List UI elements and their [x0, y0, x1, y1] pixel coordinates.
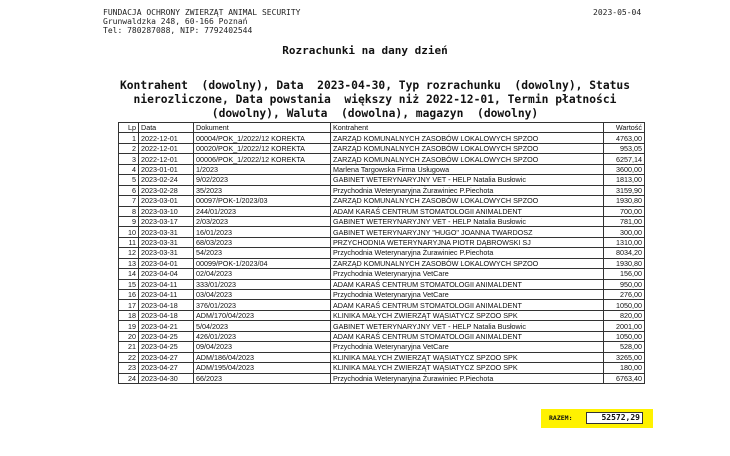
report-filters: Kontrahent (dowolny), Data 2023-04-30, Typ rozrachunku (dowolny), Status nierozliczone, Data powstania większy niż 2022-12-01, Termin płatności (dowolny), Waluta (dowolna), magazyn (dowolny) — [119, 79, 644, 120]
cell-lp: 8 — [119, 206, 139, 216]
cell-date: 2023-04-25 — [139, 331, 194, 341]
column-header-dokument: Dokument — [194, 123, 331, 133]
cell-lp: 3 — [119, 154, 139, 164]
cell-contractor: ADAM KARAŚ CENTRUM STOMATOLOGII ANIMALDENT — [331, 300, 604, 310]
cell-document: 2/03/2023 — [194, 216, 331, 226]
cell-lp: 12 — [119, 248, 139, 258]
cell-contractor: GABINET WETERYNARYJNY VET - HELP Natalia Busłowic — [331, 175, 604, 185]
cell-document: 00097/POK-1/2023/03 — [194, 196, 331, 206]
table-row — [119, 321, 645, 331]
table-row — [119, 373, 645, 383]
cell-contractor: KLINIKA MAŁYCH ZWIERZĄT WĄSIATYCZ SPZOO SPK — [331, 310, 604, 320]
cell-document: 333/01/2023 — [194, 279, 331, 289]
cell-document: 00004/POK_1/2022/12 KOREKTA — [194, 133, 331, 143]
table-row — [119, 331, 645, 341]
cell-contractor: Marlena Targowska Firma Usługowa — [331, 164, 604, 174]
column-header-data: Data — [139, 123, 194, 133]
cell-date: 2023-04-11 — [139, 279, 194, 289]
table-row — [119, 143, 645, 153]
cell-value: 3600,00 — [604, 164, 645, 174]
cell-document: 03/04/2023 — [194, 290, 331, 300]
cell-lp: 22 — [119, 352, 139, 362]
cell-value: 156,00 — [604, 269, 645, 279]
cell-contractor: ZARZĄD KOMUNALNYCH ZASOBÓW LOKALOWYCH SPZOO — [331, 154, 604, 164]
cell-document: ADM/186/04/2023 — [194, 352, 331, 362]
cell-value: 1050,00 — [604, 300, 645, 310]
cell-document: 54/2023 — [194, 248, 331, 258]
cell-contractor: GABINET WETERYNARYJNY "HUGO" JOANNA TWARDOSZ — [331, 227, 604, 237]
table-row — [119, 269, 645, 279]
cell-lp: 13 — [119, 258, 139, 268]
cell-contractor: Przychodnia Weterynaryjna VetCare — [331, 342, 604, 352]
cell-contractor: PRZYCHODNIA WETERYNARYJNA PIOTR DĄBROWSKI SJ — [331, 237, 604, 247]
cell-contractor: Przychodnia Weterynaryjna VetCare — [331, 290, 604, 300]
cell-lp: 10 — [119, 227, 139, 237]
cell-contractor: Przychodnia Weterynaryjna Żurawiniec P.Piechota — [331, 373, 604, 383]
cell-date: 2023-03-10 — [139, 206, 194, 216]
report-title: Rozrachunki na dany dzień — [282, 44, 448, 57]
table-row — [119, 206, 645, 216]
cell-date: 2023-02-24 — [139, 175, 194, 185]
table-row — [119, 133, 645, 143]
cell-date: 2022-12-01 — [139, 143, 194, 153]
cell-lp: 14 — [119, 269, 139, 279]
cell-contractor: GABINET WETERYNARYJNY VET - HELP Natalia Busłowic — [331, 321, 604, 331]
cell-date: 2023-03-31 — [139, 248, 194, 258]
cell-document: 5/04/2023 — [194, 321, 331, 331]
table-row — [119, 175, 645, 185]
cell-lp: 2 — [119, 143, 139, 153]
table-row — [119, 363, 645, 373]
cell-value: 6763,40 — [604, 373, 645, 383]
cell-contractor: ADAM KARAŚ CENTRUM STOMATOLOGII ANIMALDENT — [331, 206, 604, 216]
cell-lp: 6 — [119, 185, 139, 195]
cell-contractor: ZARZĄD KOMUNALNYCH ZASOBÓW LOKALOWYCH SPZOO — [331, 143, 604, 153]
cell-document: 02/04/2023 — [194, 269, 331, 279]
cell-date: 2023-01-01 — [139, 164, 194, 174]
table-row — [119, 279, 645, 289]
settlements-table — [118, 122, 645, 384]
cell-lp: 17 — [119, 300, 139, 310]
cell-document: 9/02/2023 — [194, 175, 331, 185]
cell-value: 4763,00 — [604, 133, 645, 143]
table-row — [119, 237, 645, 247]
table-row — [119, 154, 645, 164]
cell-value: 276,00 — [604, 290, 645, 300]
cell-date: 2023-04-27 — [139, 352, 194, 362]
cell-date: 2023-04-21 — [139, 321, 194, 331]
table-row — [119, 310, 645, 320]
cell-value: 2001,00 — [604, 321, 645, 331]
cell-value: 781,00 — [604, 216, 645, 226]
cell-document: 376/01/2023 — [194, 300, 331, 310]
cell-lp: 9 — [119, 216, 139, 226]
cell-value: 180,00 — [604, 363, 645, 373]
cell-contractor: ZARZĄD KOMUNALNYCH ZASOBÓW LOKALOWYCH SPZOO — [331, 196, 604, 206]
cell-date: 2023-04-25 — [139, 342, 194, 352]
total-value: 52572,29 — [586, 412, 643, 424]
column-header-lp: Lp — [119, 123, 139, 133]
cell-document: 16/01/2023 — [194, 227, 331, 237]
table-row — [119, 258, 645, 268]
table-row — [119, 290, 645, 300]
cell-document: 1/2023 — [194, 164, 331, 174]
cell-lp: 21 — [119, 342, 139, 352]
cell-document: 35/2023 — [194, 185, 331, 195]
cell-date: 2022-12-01 — [139, 133, 194, 143]
total-label: RAZEM: — [549, 414, 573, 422]
table-row — [119, 300, 645, 310]
cell-value: 300,00 — [604, 227, 645, 237]
cell-document: ADM/195/04/2023 — [194, 363, 331, 373]
cell-date: 2022-12-01 — [139, 154, 194, 164]
table-row — [119, 227, 645, 237]
cell-date: 2023-04-04 — [139, 269, 194, 279]
cell-lp: 7 — [119, 196, 139, 206]
cell-contractor: Przychodnia Weterynaryjna VetCare — [331, 269, 604, 279]
cell-date: 2023-04-11 — [139, 290, 194, 300]
cell-value: 528,00 — [604, 342, 645, 352]
cell-lp: 18 — [119, 310, 139, 320]
column-header-wartosc: Wartość — [604, 123, 645, 133]
table-header-row — [119, 123, 645, 133]
cell-value: 3159,90 — [604, 185, 645, 195]
cell-date: 2023-02-28 — [139, 185, 194, 195]
cell-value: 1813,00 — [604, 175, 645, 185]
table-row — [119, 185, 645, 195]
cell-date: 2023-04-30 — [139, 373, 194, 383]
cell-value: 3265,00 — [604, 352, 645, 362]
table-row — [119, 196, 645, 206]
cell-date: 2023-04-18 — [139, 300, 194, 310]
cell-lp: 16 — [119, 290, 139, 300]
cell-value: 8034,20 — [604, 248, 645, 258]
company-contact: Tel: 780287088, NIP: 7792402544 — [103, 26, 253, 35]
cell-contractor: ADAM KARAŚ CENTRUM STOMATOLOGII ANIMALDENT — [331, 331, 604, 341]
cell-document: 426/01/2023 — [194, 331, 331, 341]
cell-date: 2023-04-01 — [139, 258, 194, 268]
cell-document: 244/01/2023 — [194, 206, 331, 216]
cell-value: 1930,80 — [604, 258, 645, 268]
table-row — [119, 342, 645, 352]
cell-date: 2023-03-31 — [139, 227, 194, 237]
column-header-kontrahent: Kontrahent — [331, 123, 604, 133]
cell-document: 00006/POK_1/2022/12 KOREKTA — [194, 154, 331, 164]
cell-lp: 1 — [119, 133, 139, 143]
cell-date: 2023-04-18 — [139, 310, 194, 320]
cell-document: 09/04/2023 — [194, 342, 331, 352]
cell-document: 00099/POK-1/2023/04 — [194, 258, 331, 268]
cell-value: 1930,80 — [604, 196, 645, 206]
table-row — [119, 352, 645, 362]
cell-contractor: GABINET WETERYNARYJNY VET - HELP Natalia Busłowic — [331, 216, 604, 226]
cell-value: 953,05 — [604, 143, 645, 153]
cell-date: 2023-04-27 — [139, 363, 194, 373]
cell-lp: 4 — [119, 164, 139, 174]
cell-document: 66/2023 — [194, 373, 331, 383]
cell-value: 950,00 — [604, 279, 645, 289]
cell-contractor: KLINIKA MAŁYCH ZWIERZĄT WĄSIATYCZ SPZOO SPK — [331, 352, 604, 362]
cell-value: 1310,00 — [604, 237, 645, 247]
cell-lp: 20 — [119, 331, 139, 341]
cell-date: 2023-03-31 — [139, 237, 194, 247]
cell-lp: 11 — [119, 237, 139, 247]
cell-document: 68/03/2023 — [194, 237, 331, 247]
cell-value: 1050,00 — [604, 331, 645, 341]
cell-contractor: ZARZĄD KOMUNALNYCH ZASOBÓW LOKALOWYCH SPZOO — [331, 258, 604, 268]
cell-value: 820,00 — [604, 310, 645, 320]
company-name: FUNDACJA OCHRONY ZWIERZĄT ANIMAL SECURITY — [103, 8, 301, 17]
table-body — [119, 133, 645, 384]
cell-lp: 19 — [119, 321, 139, 331]
cell-value: 6257,14 — [604, 154, 645, 164]
table-row — [119, 248, 645, 258]
cell-lp: 15 — [119, 279, 139, 289]
cell-contractor: KLINIKA MAŁYCH ZWIERZĄT WĄSIATYCZ SPZOO SPK — [331, 363, 604, 373]
cell-document: 00020/POK_1/2022/12 KOREKTA — [194, 143, 331, 153]
cell-value: 700,00 — [604, 206, 645, 216]
print-date: 2023-05-04 — [593, 8, 642, 17]
table-row — [119, 164, 645, 174]
cell-date: 2023-03-17 — [139, 216, 194, 226]
cell-document: ADM/170/04/2023 — [194, 310, 331, 320]
company-address: Grunwaldzka 248, 60-166 Poznań — [103, 17, 248, 26]
table-row — [119, 216, 645, 226]
cell-lp: 24 — [119, 373, 139, 383]
cell-lp: 23 — [119, 363, 139, 373]
cell-contractor: ADAM KARAŚ CENTRUM STOMATOLOGII ANIMALDENT — [331, 279, 604, 289]
cell-date: 2023-03-01 — [139, 196, 194, 206]
cell-contractor: ZARZĄD KOMUNALNYCH ZASOBÓW LOKALOWYCH SPZOO — [331, 133, 604, 143]
cell-contractor: Przychodnia Weterynaryjna Żurawiniec P.Piechota — [331, 185, 604, 195]
company-header — [103, 8, 300, 35]
cell-lp: 5 — [119, 175, 139, 185]
cell-contractor: Przychodnia Weterynaryjna Żurawiniec P.Piechota — [331, 248, 604, 258]
